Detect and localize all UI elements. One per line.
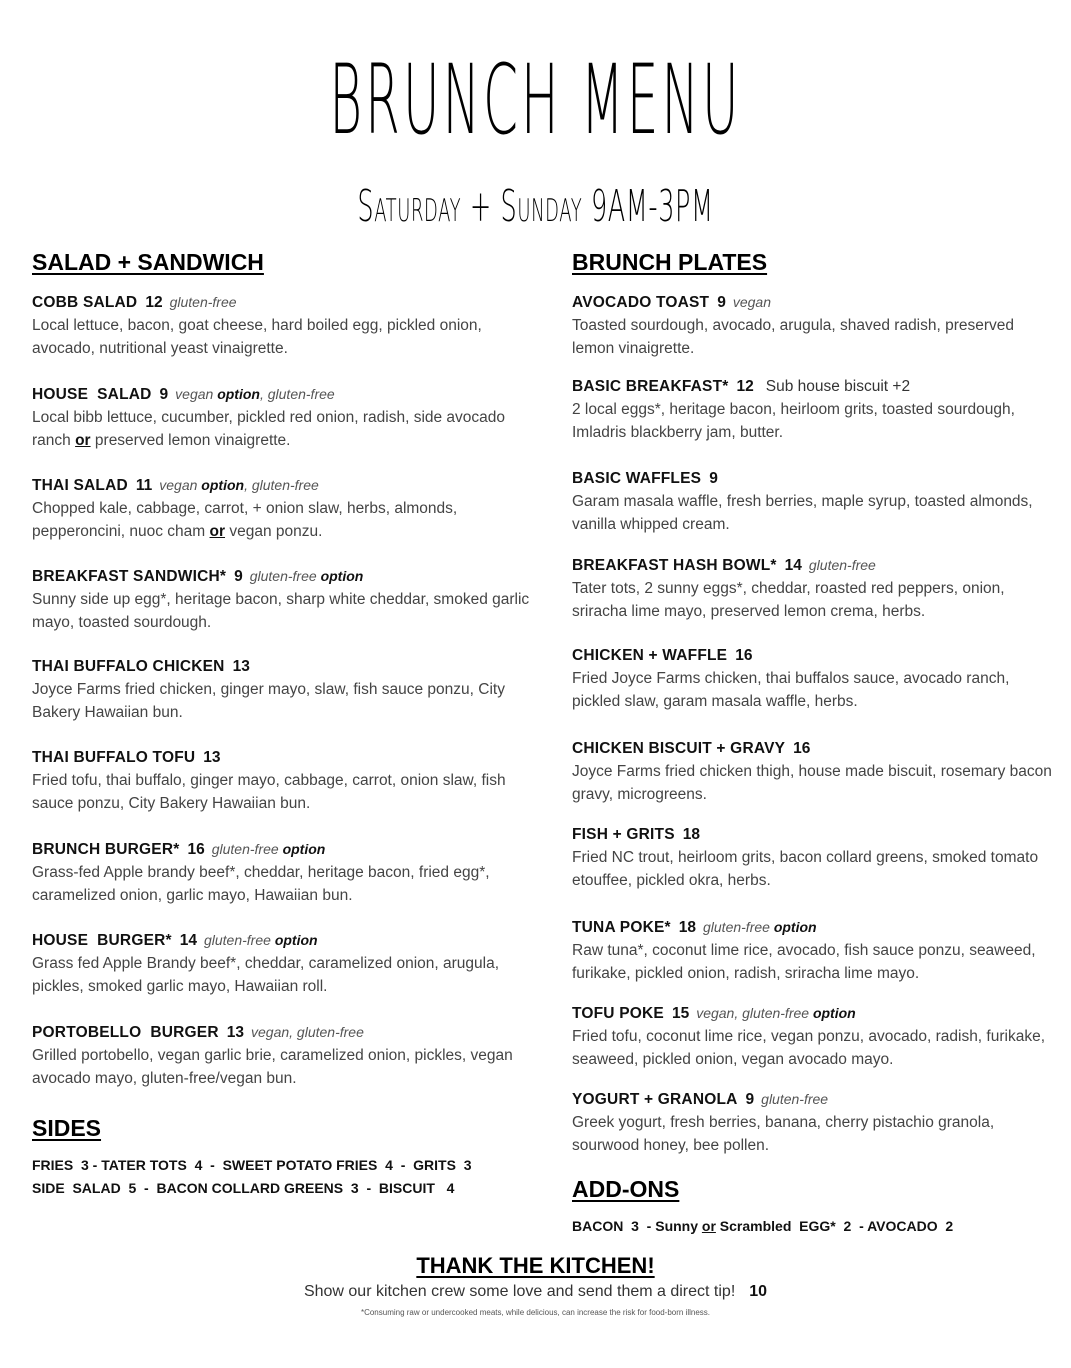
menu-item-house-salad: HOUSE SALAD 9 vegan option, gluten-free Local bibb lettuce, cucumber, pickled red onion, radish, side avocado ranch or preserved lemon vinaigrette. — [32, 386, 506, 449]
salad-sandwich-heading: SALAD + SANDWICH — [32, 249, 264, 275]
menu-item-chicken-biscuit-gravy: CHICKEN BISCUIT + GRAVY 16 Joyce Farms fried chicken thigh, house made biscuit, rosemary bacon gravy, microgreens. — [572, 740, 1052, 803]
sides-line-2: SIDE SALAD 5 - BACON COLLARD GREENS 3 - BISCUIT 4 — [32, 1180, 455, 1196]
menu-item-tuna-poke: TUNA POKE* 18 gluten-free option Raw tuna*, coconut lime rice, avocado, fish sauce ponzu, seaweed, furikake, pickled onion, radish, sriracha lime mayo. — [572, 919, 1036, 982]
menu-item-breakfast-hash-bowl: BREAKFAST HASH BOWL* 14 gluten-free Tater tots, 2 sunny eggs*, cheddar, roasted red peppers, onion, sriracha lime mayo, preserved lemon crema, herbs. — [572, 557, 1005, 620]
menu-item-basic-breakfast: BASIC BREAKFAST* 12 Sub house biscuit +2 2 local eggs*, heritage bacon, heirloom grits, toasted sourdough, Imladris blackberry jam, butter. — [572, 378, 1015, 441]
menu-item-basic-waffles: BASIC WAFFLES 9 Garam masala waffle, fresh berries, maple syrup, toasted almonds, vanilla whipped cream. — [572, 470, 1033, 533]
menu-item-tofu-poke: TOFU POKE 15 vegan, gluten-free option Fried tofu, coconut lime rice, vegan ponzu, avocado, radish, furikake, seaweed, pickled onion, vegan avocado mayo. — [572, 1005, 1045, 1068]
menu-item-thai-buffalo-chicken: THAI BUFFALO CHICKEN 13 Joyce Farms fried chicken, ginger mayo, slaw, fish sauce ponzu, City Bakery Hawaiian bun. — [32, 658, 505, 721]
menu-item-yogurt-granola: YOGURT + GRANOLA 9 gluten-free Greek yogurt, fresh berries, banana, cherry pistachio granola, sourwood honey, bee pollen. — [572, 1091, 995, 1154]
tip-line — [0, 1283, 1071, 1301]
sides-list — [32, 1154, 472, 1200]
menu-item-thai-buffalo-tofu: THAI BUFFALO TOFU 13 Fried tofu, thai buffalo, ginger mayo, cabbage, carrot, onion slaw, fish sauce ponzu, City Bakery Hawaiian bun. — [32, 749, 506, 812]
menu-item-portobello-burger: PORTOBELLO BURGER 13 vegan, gluten-free Grilled portobello, vegan garlic brie, caramelized onion, pickles, vegan avocado mayo, gluten-free/vegan bun. — [32, 1024, 513, 1087]
food-safety-disclaimer: *Consuming raw or undercooked meats, while delicious, can increase the risk for food-born illness. — [360, 1308, 711, 1317]
menu-hours: Saturday + Sunday 9AM-3PM — [357, 181, 714, 232]
sides-line-1: FRIES 3 - TATER TOTS 4 - SWEET POTATO FRIES 4 - GRITS 3 — [32, 1157, 472, 1173]
thank-kitchen-heading: THANK THE KITCHEN! — [416, 1253, 655, 1278]
addons-heading: ADD-ONS — [572, 1176, 680, 1202]
brunch-plates-heading: BRUNCH PLATES — [572, 249, 768, 275]
menu-item-avocado-toast: AVOCADO TOAST 9 vegan Toasted sourdough, avocado, arugula, shaved radish, preserved lemon vinaigrette. — [572, 294, 1015, 357]
tip-amount: 10 — [749, 1283, 768, 1300]
menu-title: BRUNCH MENU — [329, 44, 742, 156]
menu-item-cobb-salad: COBB SALAD 12 gluten-free Local lettuce, bacon, goat cheese, hard boiled egg, pickled onion, avocado, nutritional yeast vinaigrette. — [32, 294, 482, 357]
menu-item-fish-grits: FISH + GRITS 18 Fried NC trout, heirloom grits, bacon collard greens, smoked tomato etouffee, pickled okra, herbs. — [572, 826, 1039, 889]
menu-item-breakfast-sandwich: BREAKFAST SANDWICH* 9 gluten-free option Sunny side up egg*, heritage bacon, sharp white cheddar, smoked garlic mayo, toasted sourdough. — [32, 568, 530, 631]
menu-item-brunch-burger: BRUNCH BURGER* 16 gluten-free option Grass-fed Apple brandy beef*, cheddar, heritage bacon, fried egg*, caramelized onion, garlic mayo, Hawaiian bun. — [32, 841, 490, 904]
menu-item-thai-salad: THAI SALAD 11 vegan option, gluten-free Chopped kale, cabbage, carrot, + onion slaw, herbs, almonds, pepperoncini, nuoc cham or vegan ponzu. — [32, 477, 458, 540]
sides-heading: SIDES — [32, 1115, 102, 1141]
tip-text: Show our kitchen crew some love and send them a direct tip! — [303, 1283, 736, 1300]
addons-list: BACON 3 - Sunny or Scrambled EGG* 2 - AVOCADO 2 — [572, 1218, 954, 1234]
menu-item-house-burger: HOUSE BURGER* 14 gluten-free option Grass fed Apple Brandy beef*, cheddar, caramelized onion, arugula, pickles, smoked garlic mayo, Hawaiian roll. — [32, 932, 500, 995]
menu-item-chicken-waffle: CHICKEN + WAFFLE 16 Fried Joyce Farms chicken, thai buffalos sauce, avocado ranch, pickled slaw, garam masala waffle, herbs. — [572, 647, 1010, 710]
